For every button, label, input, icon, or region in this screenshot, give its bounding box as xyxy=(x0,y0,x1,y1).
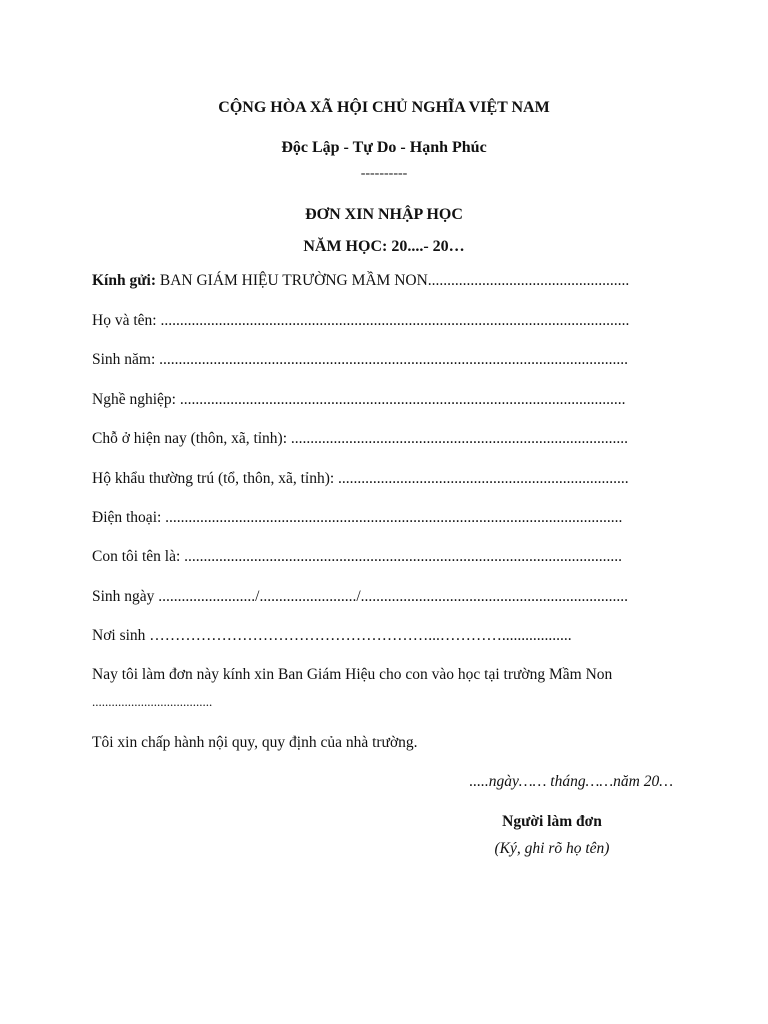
phone-field: Điện thoại: ...................................................................................................................... xyxy=(92,509,623,526)
signature-instruction: (Ký, ghi rõ họ tên) xyxy=(494,840,610,857)
motto-heading: Độc Lập - Tự Do - Hạnh Phúc xyxy=(281,139,487,156)
form-title: ĐƠN XIN NHẬP HỌC xyxy=(305,206,463,223)
occupation-field: Nghề nghiệp: ................................................................................................................... xyxy=(92,391,626,408)
birth-date-field: Sinh ngày ........................./........................./..................................................................... xyxy=(92,588,629,605)
full-name-field: Họ và tên: ......................................................................................................................... xyxy=(92,312,630,329)
commitment-paragraph: Tôi xin chấp hành nội quy, quy định của nhà trường. xyxy=(92,734,418,751)
request-paragraph: Nay tôi làm đơn này kính xin Ban Giám Hiệu cho con vào học tại trường Mầm Non xyxy=(92,666,613,683)
date-line: .....ngày…… tháng……năm 20… xyxy=(469,773,673,790)
request-paragraph-continued: ..................................... xyxy=(92,694,213,709)
recipient-line xyxy=(92,272,629,290)
nation-heading: CỘNG HÒA XÃ HỘI CHỦ NGHĨA VIỆT NAM xyxy=(218,99,550,116)
recipient-value: BAN GIÁM HIỆU TRƯỜNG MẦM NON.................................................... xyxy=(156,272,630,289)
recipient-label: Kính gửi: xyxy=(92,272,156,289)
current-address-field: Chỗ ở hiện nay (thôn, xã, tỉnh): ....................................................................................... xyxy=(92,430,629,447)
signer-label: Người làm đơn xyxy=(502,813,602,830)
school-year: NĂM HỌC: 20....- 20… xyxy=(303,238,465,255)
birth-year-field: Sinh năm: ......................................................................................................................... xyxy=(92,351,629,368)
permanent-residence-field: Hộ khẩu thường trú (tổ, thôn, xã, tỉnh): ........................................................................... xyxy=(92,470,629,487)
birthplace-field: Nơi sinh ………………………………………………...………….................. xyxy=(92,627,572,644)
heading-separator: ---------- xyxy=(360,166,408,181)
child-name-field: Con tôi tên là: ................................................................................................................. xyxy=(92,548,623,565)
